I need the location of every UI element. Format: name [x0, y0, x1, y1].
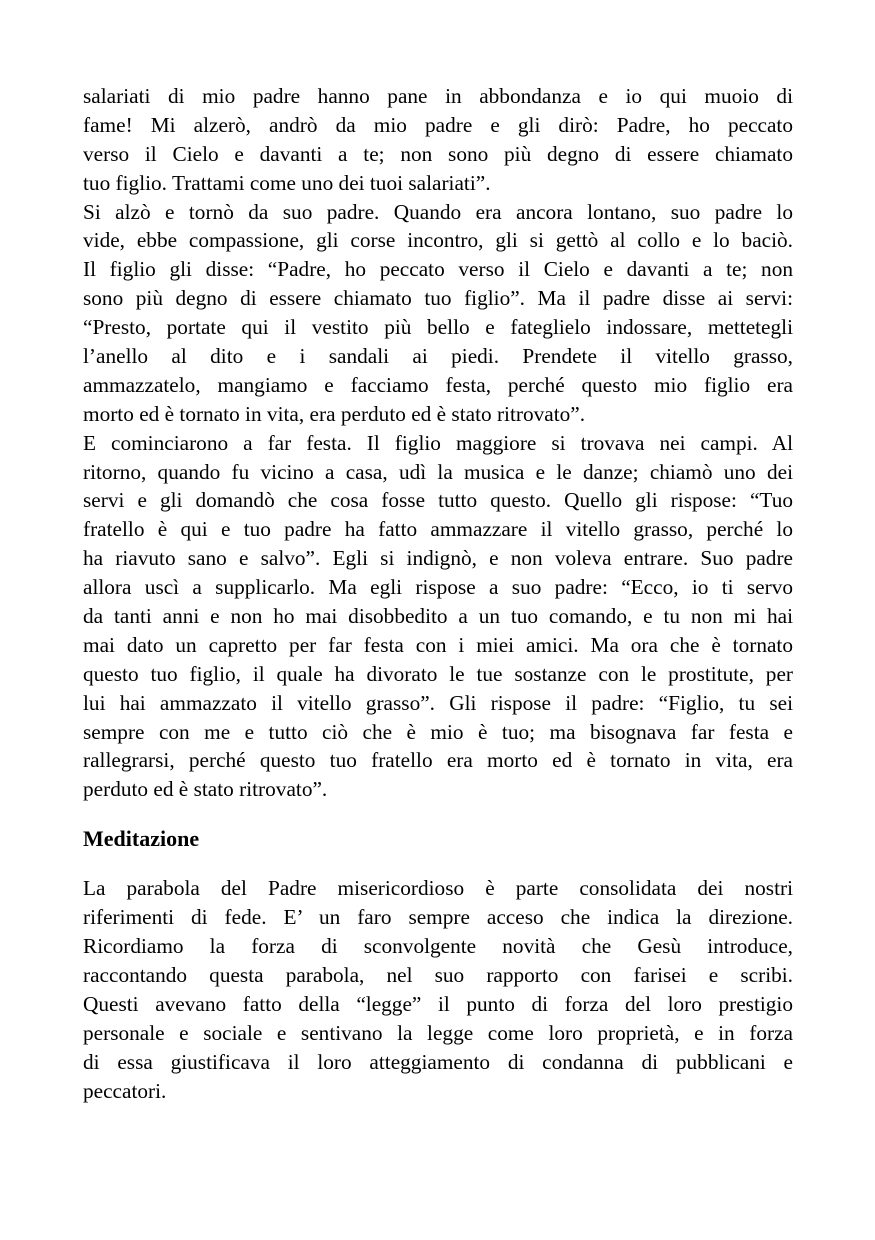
document-page — [83, 82, 793, 1105]
passage-line: Il figlio gli disse: “Padre, ho peccato verso il Cielo e davanti a te; non — [83, 257, 793, 282]
passage-line: rallegrarsi, perché questo tuo fratello era morto ed è tornato in vita, era — [83, 748, 793, 773]
meditation-line: riferimenti di fede. E’ un faro sempre acceso che indica la direzione. — [83, 905, 793, 930]
passage-line: salariati di mio padre hanno pane in abbondanza e io qui muoio di — [83, 84, 793, 108]
passage-line: E cominciarono a far festa. Il figlio maggiore si trovava nei campi. Al — [83, 430, 793, 455]
passage-line: l’anello al dito e i sandali ai piedi. Prendete il vitello grasso, — [83, 344, 793, 369]
passage-line: ritorno, quando fu vicino a casa, udì la musica e le danze; chiamò uno dei — [83, 459, 793, 484]
passage-line: perduto ed è stato ritrovato”. — [83, 777, 328, 802]
passage-line: morto ed è tornato in vita, era perduto ed è stato ritrovato”. — [83, 401, 586, 426]
passage-line: Si alzò e tornò da suo padre. Quando era ancora lontano, suo padre lo — [83, 199, 793, 224]
passage-line: ammazzatelo, mangiamo e facciamo festa, perché questo mio figlio era — [83, 372, 793, 397]
passage-line: sono più degno di essere chiamato tuo figlio”. Ma il padre disse ai servi: — [83, 286, 793, 311]
meditation-line: raccontando questa parabola, nel suo rapporto con farisei e scribi. — [83, 962, 793, 987]
passage-line: fratello è qui e tuo padre ha fatto ammazzare il vitello grasso, perché lo — [83, 517, 793, 542]
meditation-paragraph — [83, 874, 793, 1105]
passage-line: vide, ebbe compassione, gli corse incontro, gli si gettò al collo e lo baciò. — [83, 228, 793, 253]
section-heading: Meditazione — [83, 826, 200, 852]
meditation-line: di essa giustificava il loro atteggiamento di condanna di pubblicani e — [83, 1049, 793, 1074]
meditation-line: Ricordiamo la forza di sconvolgente novità che Gesù introduce, — [83, 934, 793, 959]
meditation-line: peccatori. — [83, 1078, 167, 1103]
passage-line: mai dato un capretto per far festa con i miei amici. Ma ora che è tornato — [83, 632, 793, 657]
passage-line: ha riavuto sano e salvo”. Egli si indignò, e non voleva entrare. Suo padre — [83, 546, 793, 571]
passage-line: da tanti anni e non ho mai disobbedito a un tuo comando, e tu non mi hai — [83, 604, 793, 629]
passage-line: tuo figlio. Trattami come uno dei tuoi salariati”. — [83, 170, 491, 195]
passage-line: questo tuo figlio, il quale ha divorato le tue sostanze con le prostitute, per — [83, 661, 793, 686]
meditation-line: Questi avevano fatto della “legge” il punto di forza del loro prestigio — [83, 991, 793, 1016]
gospel-passage — [83, 82, 793, 804]
meditation-line: La parabola del Padre misericordioso è parte consolidata dei nostri — [83, 876, 793, 901]
passage-line: fame! Mi alzerò, andrò da mio padre e gli dirò: Padre, ho peccato — [83, 112, 793, 137]
meditation-line: personale e sociale e sentivano la legge come loro proprietà, e in forza — [83, 1020, 793, 1045]
passage-line: “Presto, portate qui il vestito più bello e fateglielo indossare, mettetegli — [83, 315, 793, 340]
passage-line: lui hai ammazzato il vitello grasso”. Gli rispose il padre: “Figlio, tu sei — [83, 690, 793, 715]
passage-line: verso il Cielo e davanti a te; non sono più degno di essere chiamato — [83, 141, 793, 166]
passage-line: sempre con me e tutto ciò che è mio è tuo; ma bisognava far festa e — [83, 719, 793, 744]
passage-line: allora uscì a supplicarlo. Ma egli rispose a suo padre: “Ecco, io ti servo — [83, 575, 793, 600]
passage-line: servi e gli domandò che cosa fosse tutto questo. Quello gli rispose: “Tuo — [83, 488, 793, 513]
